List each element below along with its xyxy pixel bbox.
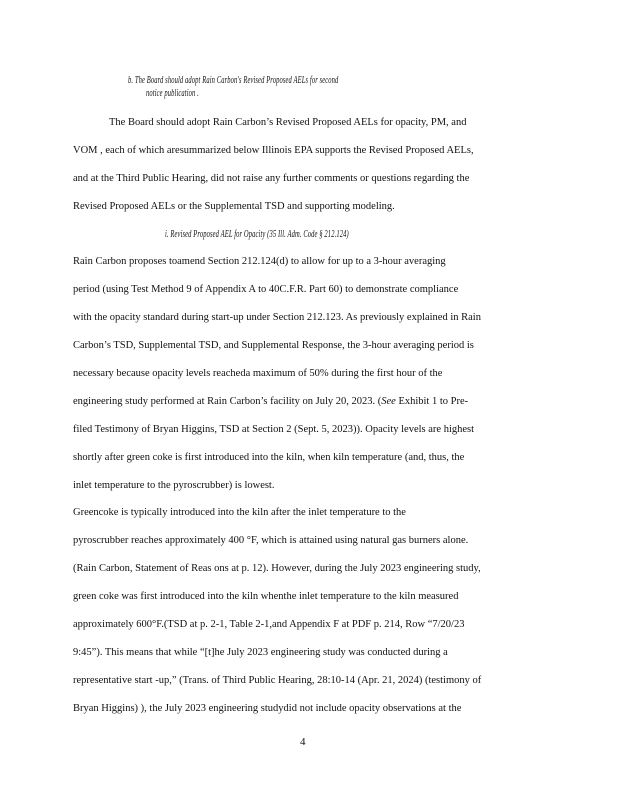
para3-line-2: pyroscrubber reaches approximately 400 °F, which is attained using natural gas burners alone.	[73, 535, 469, 546]
para3-line-8: Bryan Higgins) ), the July 2023 engineering studydid not include opacity observations at the	[73, 703, 462, 714]
para1-line-4: Revised Proposed AELs or the Supplemental TSD and supporting modeling.	[73, 201, 395, 212]
para3-line-5: approximately 600°F.(TSD at p. 2-1, Table 2-1,and Appendix F at PDF p. 214, Row “7/20/23	[73, 619, 465, 630]
section-heading-b-cont: notice publication .	[146, 88, 199, 99]
para2-line-5: necessary because opacity levels reacheda maximum of 50% during the first hour of the	[73, 368, 443, 379]
para3-line-4: green coke was first introduced into the kiln whenthe inlet temperature to the kiln measured	[73, 591, 459, 602]
para2-line-3: with the opacity standard during start-up under Section 212.123. As previously explained in Rain	[73, 312, 481, 323]
para3-line-3: (Rain Carbon, Statement of Reas ons at p. 12). However, during the July 2023 engineering study,	[73, 563, 481, 574]
section-heading-b: b. The Board should adopt Rain Carbon's Revised Proposed AELs for second	[128, 75, 339, 86]
para2-line-7: filed Testimony of Bryan Higgins, TSD at Section 2 (Sept. 5, 2023)). Opacity levels are highest	[73, 424, 475, 435]
para3-line-6: 9:45”). This means that while “[t]he July 2023 engineering study was conducted during a	[73, 647, 448, 658]
para3-line-7: representative start -up,” (Trans. of Third Public Hearing, 28:10-14 (Apr. 21, 2024) (testimony of	[73, 675, 482, 686]
para2-line-1: Rain Carbon proposes toamend Section 212.124(d) to allow for up to a 3-hour averaging	[73, 256, 446, 267]
para2-line-8: shortly after green coke is first introduced into the kiln, when kiln temperature (and, thus, the	[73, 452, 465, 463]
para2-line-9: inlet temperature to the pyroscrubber) is lowest.	[73, 480, 275, 491]
para1-line-3: and at the Third Public Hearing, did not raise any further comments or questions regarding the	[73, 173, 470, 184]
para2-line-6: engineering study performed at Rain Carbon’s facility on July 20, 2023. (See Exhibit 1 to Pre-	[73, 396, 469, 407]
para2-line-2: period (using Test Method 9 of Appendix A to 40C.F.R. Part 60) to demonstrate compliance	[73, 284, 459, 295]
para1-line-2: VOM , each of which aresummarized below Illinois EPA supports the Revised Proposed AELs,	[73, 145, 474, 156]
subheading-i: i. Revised Proposed AEL for Opacity (35 Ill. Adm. Code § 212.124)	[165, 229, 349, 240]
page-number: 4	[300, 736, 306, 748]
para2-line-4: Carbon’s TSD, Supplemental TSD, and Supplemental Response, the 3-hour averaging period is	[73, 340, 474, 351]
para1-line-1: The Board should adopt Rain Carbon’s Revised Proposed AELs for opacity, PM, and	[109, 117, 467, 128]
para3-line-1: Greencoke is typically introduced into the kiln after the inlet temperature to the	[73, 507, 406, 518]
